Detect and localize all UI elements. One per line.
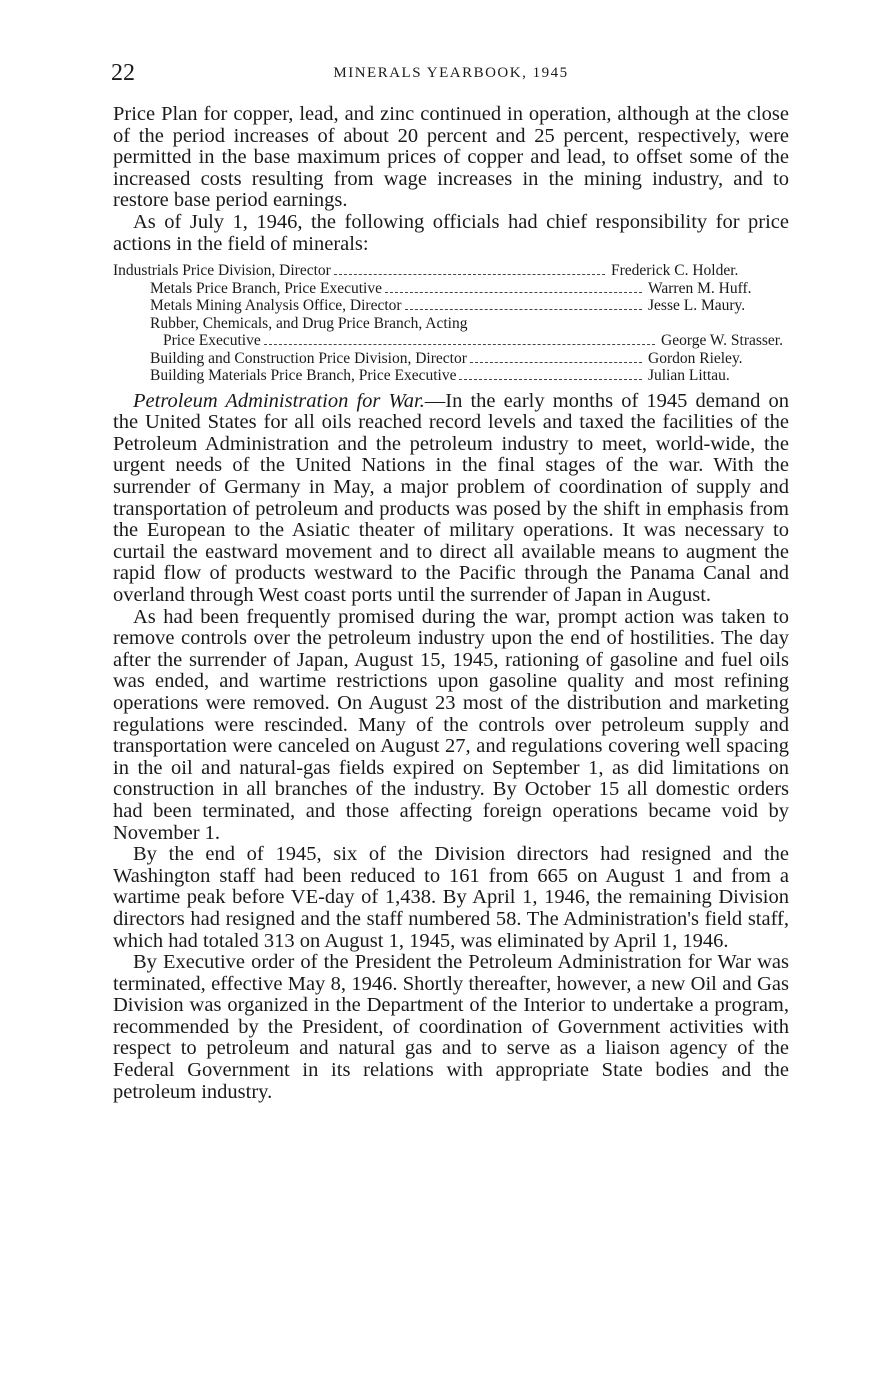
- paragraph-staff-reduction: By the end of 1945, six of the Division directors had resigned and the Washington staff had been reduced to 161 from 665 on August 1 and from a wartime peak before VE-day of 1,438. By April 1, 1946, the remaining Division directors had resigned and the staff numbered 58. The Administration's field staff, which had totaled 313 on August 1, 1945, was eliminated by April 1, 1946.: [113, 843, 789, 952]
- official-title: Price Executive: [163, 332, 261, 350]
- official-name: Gordon Rieley.: [648, 349, 743, 367]
- official-title: Building and Construction Price Division, Director: [150, 349, 467, 367]
- official-title: Metals Price Branch, Price Executive: [150, 279, 382, 297]
- page-number: 22: [111, 60, 135, 86]
- paragraph-officials-intro: As of July 1, 1946, the following officials had chief responsibility for price actions in the field of minerals:: [113, 210, 789, 255]
- paragraph-termination: By Executive order of the President the Petroleum Administration for War was terminated, effective May 8, 1946. Shortly thereafter, however, a new Oil and Gas Division was organized in the Department of the Interior to undertake a program, recommended by the President, of coordination of Government activities with respect to petroleum and natural gas and to serve as a liaison agency of the Federal Government in its relations with appropriate State bodies and the petroleum industry.: [113, 951, 789, 1103]
- dot-leader: [459, 378, 642, 380]
- official-title: Building Materials Price Branch, Price Executive: [150, 367, 457, 385]
- body-text: [113, 104, 789, 1103]
- dot-leader: [334, 273, 605, 275]
- dot-leader: [405, 308, 642, 310]
- official-name: Warren M. Huff.: [648, 279, 752, 297]
- official-title: Industrials Price Division, Director: [113, 262, 331, 280]
- official-title: Rubber, Chemicals, and Drug Price Branch, Acting: [150, 314, 468, 332]
- section-lead-in: Petroleum Administration for War.: [133, 389, 425, 412]
- official-row: [113, 350, 789, 368]
- dot-leader: [470, 361, 642, 363]
- paragraph-controls-removed: As had been frequently promised during the war, prompt action was taken to remove controls over the petroleum industry upon the end of hostilities. The day after the surrender of Japan, August 15, 1945, rationing of gasoline and fuel oils was ended, and wartime restrictions upon gasoline quality and most refining operations were removed. On August 23 most of the distribution and marketing regulations were rescinded. Many of the controls over petroleum supply and transportation were canceled on August 27, and regulations covering well spacing in the oil and natural-gas fields expired on September 1, as did limitations on construction in all branches of the industry. By October 15 all domestic orders had been terminated, and those affecting foreign operations became void by November 1.: [113, 605, 789, 844]
- official-row: [113, 280, 789, 298]
- officials-list: [113, 262, 789, 385]
- official-row: [113, 332, 789, 350]
- dot-leader: [264, 343, 655, 345]
- official-row: [113, 315, 789, 333]
- official-row: [113, 297, 789, 315]
- running-title: MINERALS YEARBOOK, 1945: [333, 65, 569, 81]
- official-name: Frederick C. Holder.: [611, 262, 739, 280]
- official-row: [113, 367, 789, 385]
- running-header: [111, 60, 791, 86]
- official-row: [113, 262, 789, 280]
- paragraph-price-plan: Price Plan for copper, lead, and zinc continued in operation, although at the close of the period increases of about 20 percent and 25 percent, respectively, were permitted in the base maximum prices of copper and lead, to offset some of the increased costs resulting from wage increases in the mining industry, and to restore base period earnings.: [113, 103, 789, 212]
- paragraph-text: —In the early months of 1945 demand on the United States for all oils reached record levels and taxed the facilities of the Petroleum Administration and the petroleum industry to meet, world-wide, the urgent needs of the United Nations in the final stages of the war. With the surrender of Germany in May, a major problem of coordination of supply and transportation of petroleum and products was posed by the shift in emphasis from the European to the Asiatic theater of military operations. It was necessary to curtail the eastward movement and to direct all available means to augment the rapid flow of products westward to the Pacific through the Panama Canal and overland through West coast ports until the surrender of Japan in August.: [113, 389, 789, 606]
- official-name: Jesse L. Maury.: [648, 297, 746, 315]
- dot-leader: [385, 291, 642, 293]
- official-title: Metals Mining Analysis Office, Director: [150, 297, 402, 315]
- paragraph-petroleum-administration: [113, 391, 789, 607]
- official-name: Julian Littau.: [648, 367, 730, 385]
- official-name: George W. Strasser.: [661, 332, 783, 350]
